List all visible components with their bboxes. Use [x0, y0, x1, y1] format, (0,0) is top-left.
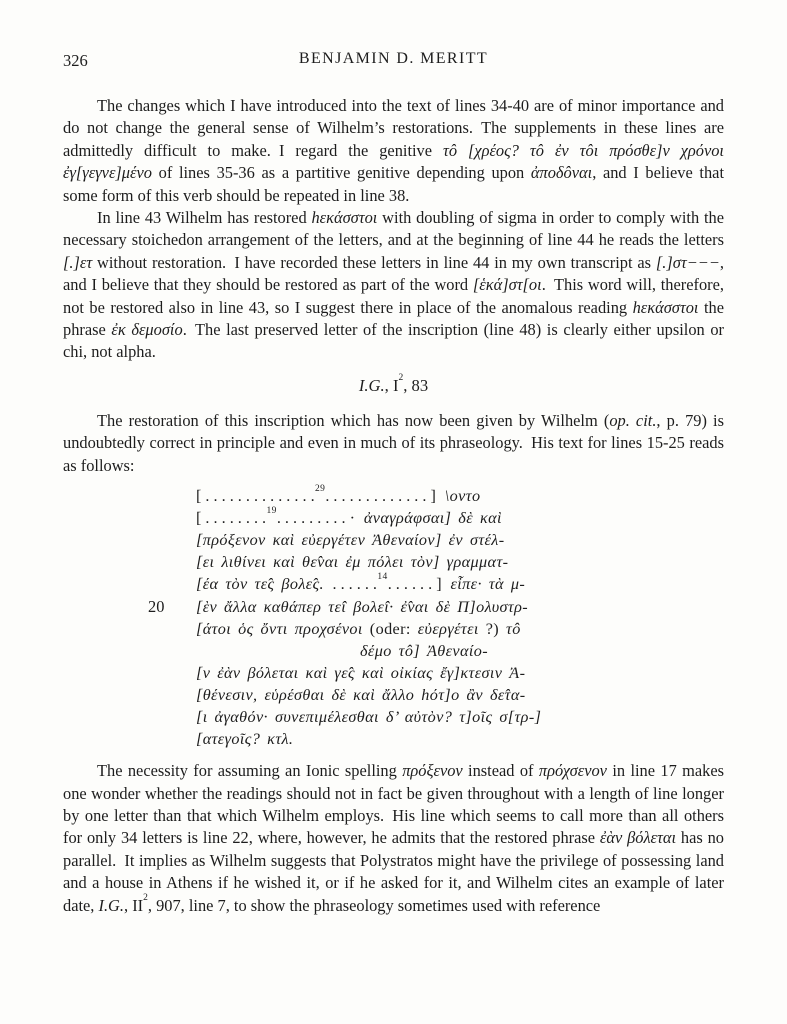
inscription-line: [άτοι ὁς ὄντι προχσένοι (oder: εὐεργέτει ?) τô: [196, 619, 521, 638]
page-number: 326: [63, 51, 88, 70]
paragraph-2: In line 43 Wilhelm has restored hεκάσστοι with doubling of sigma in order to comply with the necessary stoichedon arrangement of the letters, and at the beginning of line 44 he reads the letters [.]ετ without restoration. I have recorded these letters in line 44 in my own transcript as [.]στ−−−, and I believe that they should be restored as part of the word [ἑκά]στ[οι. This word will, therefore, not be restored also in line 43, so I suggest there in place of the anomalous reading hεκάσστοι the phrase ἐκ δεμοσίο. The last preserved letter of the inscription (line 48) is clearly either upsilon or chi, not alpha.: [63, 208, 725, 362]
inscription-line: [ . . . . . . . .$^{19}$. . . . . . . . . · ἀναγράφσαι] δὲ καὶ: [196, 505, 502, 528]
inscription-line: [ατεγοῖς? κτλ.: [196, 730, 294, 749]
paragraph-3: The restoration of this inscription which has now been given by Wilhelm (op. cit., p. 79) is undoubtedly correct in principle and even in much of its phraseology. His text for lines 15-25 reads as follows:: [63, 410, 724, 475]
marginal-line-number: 20: [148, 596, 165, 616]
inscription-line-20: 20 [ὲν ἄλλα καθάπερ τε̂ι βολε̂ι· ἐ̂ναι δὲ Π]ολυστρ-: [196, 596, 724, 618]
inscription-line: [ν ἐὰν βόλεται καὶ γε̂ς καὶ οἰκίας ἔγ]κτεσιν Ἀ-: [196, 663, 526, 682]
inscription-line: [θένεσιν, εὑρέσθαι δὲ καὶ ἄλλο hότ]ο ἂν δε̂τα-: [196, 685, 526, 704]
inscription-line: [πρόξενον καὶ εὐεργέτεν Ἀθεναίον] ἐν στέλ-: [196, 531, 505, 550]
page-content: [63, 50, 724, 917]
inscription-line: [ . . . . . . . . . . . . . .$^{29}$. . . . . . . . . . . . . ] \οντο: [196, 483, 481, 506]
inscription-line: [ει λιθίνει καὶ θε̂ναι ἐμ πόλει τὸν] γραμματ-: [196, 553, 509, 572]
inscription-line: δέμο τô] Ἀθεναίο-: [360, 641, 489, 660]
section-heading: I.G., $I^2$, 83: [358, 373, 429, 395]
running-head: BENJAMIN D. MERITT: [298, 50, 489, 67]
inscription-line: [έα τὸν τε̂ς βολε̂ς. . . . . . .$^{14}$. . . . . . ] εἶπε· τὰ μ-: [196, 572, 526, 594]
paragraph-1: The changes which I have introduced into the text of lines 34-40 are of minor importance and do not change the general sense of Wilhelm’s restorations. The supplements in these lines are admittedly difficult to make. I regard the genitive τô [χρέος? τô ἐν τôι πρόσθε]ν χρόνοι ἐγ[γεγνε]μένο of lines 35-36 as a partitive genitive depending upon ἀποδôναι, and I believe that some form of this verb should be repeated in line 38.: [63, 96, 724, 205]
inscription-line: [ι ἀγαθόν· συνεπιμέλεσθαι δ’ αὐτὸν? τ]οῖς σ[τρ-]: [196, 708, 542, 727]
paragraph-4: The necessity for assuming an Ionic spelling πρόξενον instead of πρόχσενον in line 17 makes one wonder whether the readings should not in fact be given throughout with a length of line longer by one letter than that which Wilhelm employs. His line which seems to call more than all others for only 34 letters is line 22, where, however, he admits that the restored phrase ἐὰν βόλεται has no parallel. It implies as Wilhelm suggests that Polystratos might have the privilege of possessing land and a house in Athens if he wished it, or if he asked for it, and Wilhelm cites an example of later date, I.G., $II^2$, 907, line 7, to show the phraseology sometimes used with reference: [63, 761, 725, 915]
page-header: [63, 50, 724, 72]
inscription-block: [148, 483, 724, 750]
